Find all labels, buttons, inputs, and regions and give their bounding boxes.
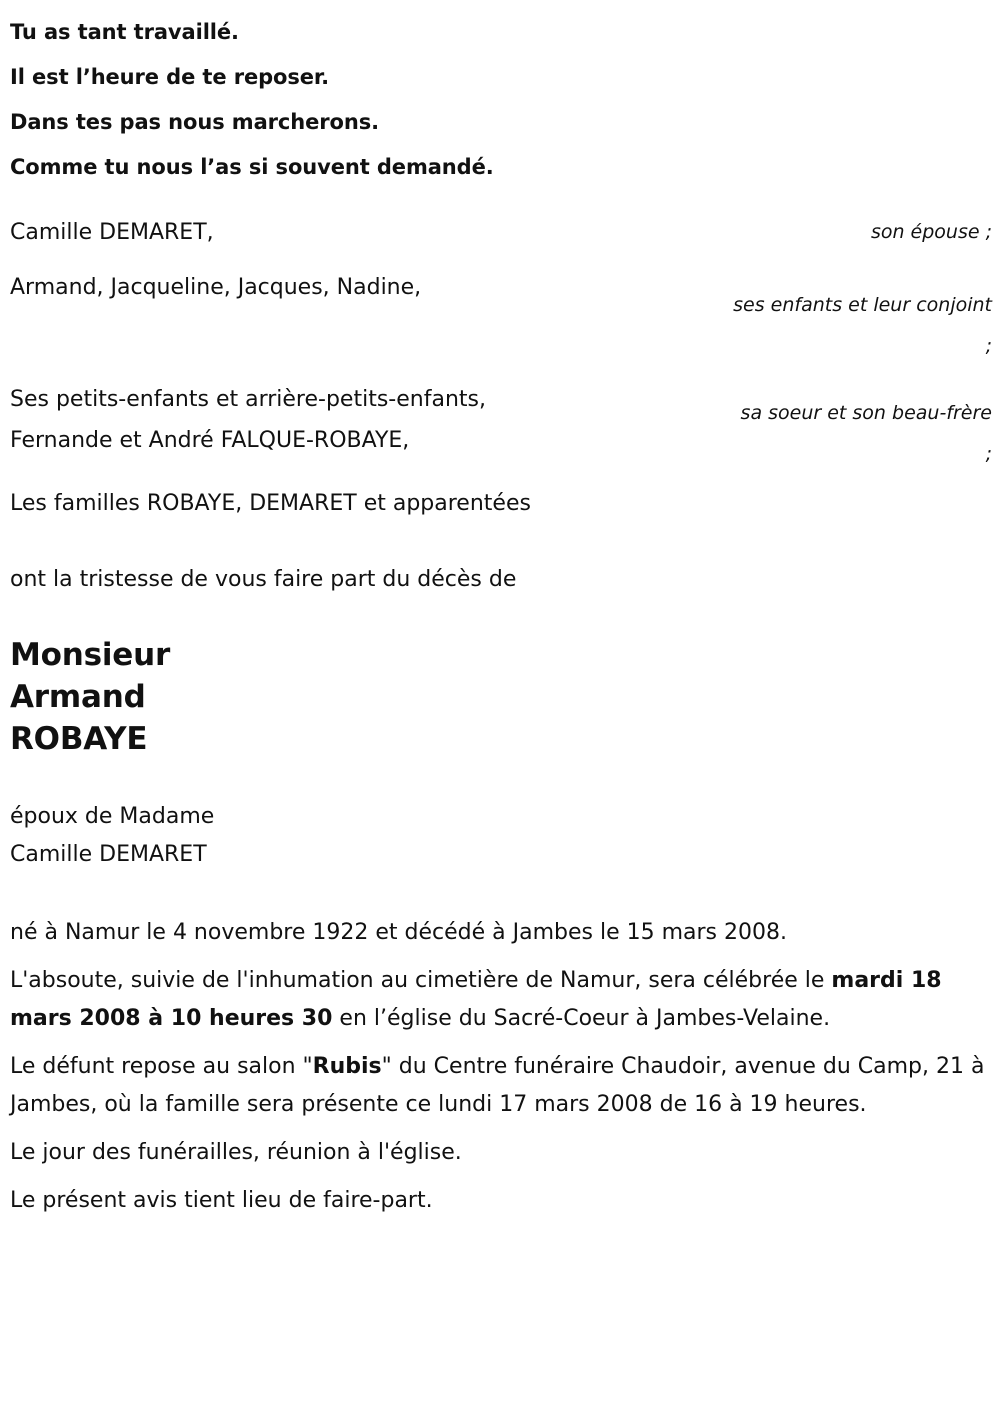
relation-label-children: ses enfants et leur conjoint ; [733, 294, 992, 357]
paragraph-repose [10, 1048, 990, 1124]
relation-row-children [10, 267, 992, 357]
poem-line-2: Il est l’heure de te reposer. [10, 65, 330, 89]
paragraph-reunion: Le jour des funérailles, réunion à l'église. [10, 1140, 462, 1165]
deceased-title: Monsieur [10, 637, 171, 673]
relation-name-families: Les familles ROBAYE, DEMARET et apparentées [10, 491, 531, 516]
relation-name-children: Armand, Jacqueline, Jacques, Nadine, [10, 275, 422, 300]
repose-text-after: " du Centre funéraire Chaudoir, avenue du Camp, 21 à Jambes, où la famille sera présente ce lundi 17 mars 2008 de 16 à 19 heures. [10, 1054, 985, 1117]
deceased-first-name: Armand [10, 679, 146, 715]
spouse-label: époux de Madame [10, 804, 215, 829]
deceased-name-block [0, 634, 1000, 760]
poem-block [0, 0, 1000, 190]
relation-name-sister-brotherinlaw: Fernande et André FALQUE-ROBAYE, [10, 428, 410, 453]
paragraph-ceremony [10, 962, 990, 1038]
ceremony-text-after: en l’église du Sacré-Coeur à Jambes-Velaine. [332, 1006, 831, 1031]
paragraph-notice: Le présent avis tient lieu de faire-part. [10, 1188, 433, 1213]
spouse-block [0, 798, 1000, 874]
relation-name-grandchildren: Ses petits-enfants et arrière-petits-enfants, [10, 387, 486, 412]
body-text-block [0, 914, 1000, 1220]
relation-row-families [10, 483, 992, 524]
relation-label-sister: sa soeur et son beau-frère ; [740, 402, 992, 465]
ceremony-text-before: L'absoute, suivie de l'inhumation au cimetière de Namur, sera célébrée le [10, 968, 832, 993]
relation-names-grandchildren [10, 379, 486, 461]
relation-label-spouse: son épouse ; [870, 221, 992, 243]
ceremony-datetime: mardi 18 mars 2008 à 10 heures 30 [10, 968, 942, 1031]
poem-line-3: Dans tes pas nous marcherons. [10, 110, 379, 134]
repose-text-before: Le défunt repose au salon " [10, 1054, 313, 1079]
announcement-intro: ont la tristesse de vous faire part du décès de [10, 567, 517, 592]
poem-line-1: Tu as tant travaillé. [10, 20, 239, 44]
relation-row-grandchildren [10, 379, 992, 465]
poem-line-4: Comme tu nous l’as si souvent demandé. [10, 155, 494, 179]
deceased-last-name: ROBAYE [10, 721, 148, 757]
relations-block [0, 212, 1000, 524]
paragraph-birth-death: né à Namur le 4 novembre 1922 et décédé à Jambes le 15 mars 2008. [10, 920, 787, 945]
relation-row-spouse [10, 212, 992, 253]
relation-name-spouse: Camille DEMARET, [10, 220, 214, 245]
repose-room-name: Rubis [312, 1054, 382, 1079]
spouse-name: Camille DEMARET [10, 842, 207, 867]
